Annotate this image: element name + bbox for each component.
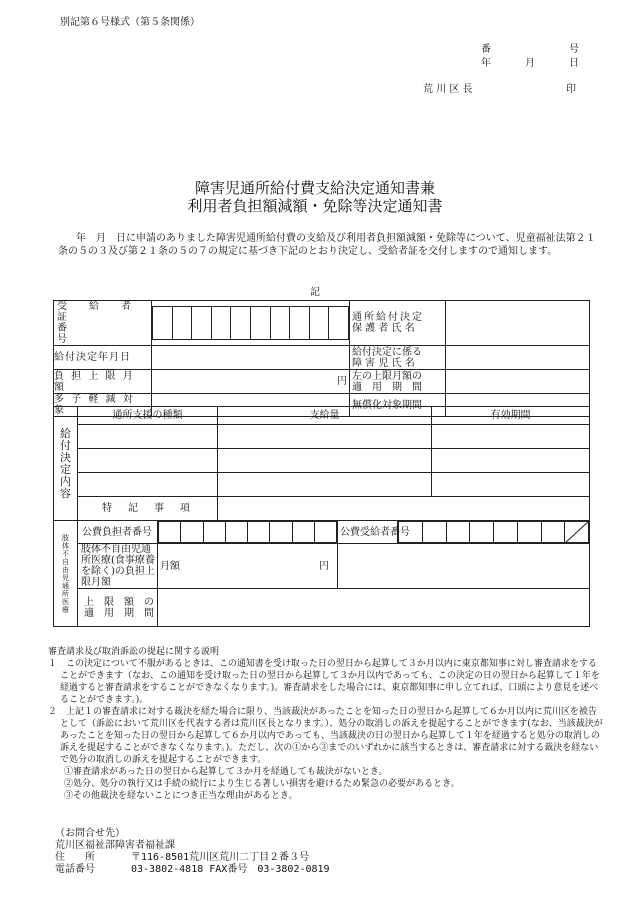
notes-item-2: ２ 上記１の審査請求に対する裁決を経た場合に限り、当該裁決があったことを知った日の翌日から起算して６か月以内に荒川区を被告として（訴訟において荒川区を代表する者は荒川区長となります。）、処分の取消しの訴えを提起することができます(なお、当該裁決があったことを知った日の翌日から起算して６か月以内であっても、当該裁決の日の翌日から起算して１年を経過すると処分の取消しの訴えを提起することができなくなります。)。ただし、次の①から③までのいずれかに該当するときは、審査請求に対する裁決を経ないで処分の取消しの訴えを提起することができます。 — [48, 707, 603, 765]
guardian-name-label: 通所給付決定 保 護 者 氏 名 — [350, 301, 446, 346]
limit-monthly-label: 負 担 上 限 月 額 — [54, 370, 152, 394]
service-row-3 — [78, 473, 218, 497]
multi-child-label: 多 子 軽 減 対 象 — [54, 394, 152, 417]
free-period-label: 無償化対象期間 — [350, 394, 446, 417]
body-text: 年 月 日に申請のありました障害児通所給付費の支給及び利用者負担額減額・免除等について、児童福祉法第２１条の５の３及び第２１条の５の７の規定に基づき下記のとおり決定し、受給者証を交付しますので通知します。 — [58, 233, 596, 257]
decision-date-label: 給付決定年月日 — [54, 346, 152, 370]
public-payer-boxes — [158, 521, 338, 544]
medical-limit-value: 月額 円 — [158, 544, 338, 589]
limit-monthly-value: 円 — [152, 370, 350, 394]
slash-mark — [565, 521, 589, 543]
limit-period-label: 上 限 額 の 適 用 期 間 — [78, 589, 158, 627]
contact-block — [55, 828, 330, 876]
public-payer-label: 公費負担者番号 — [78, 521, 158, 544]
month-label: 月 — [525, 58, 535, 69]
issuer: 荒 川 区 長 — [423, 84, 473, 95]
col-amount: 支給量 — [218, 407, 432, 425]
public-recipient-boxes — [398, 521, 590, 544]
seal-mark: 印 — [566, 84, 576, 95]
period-label: 左の上限月額の 適 用 期 間 — [350, 370, 446, 394]
benefit-content-table — [53, 406, 590, 521]
notes-sub-2: ②処分、処分の執行又は手続の続行により生じる著しい損害を避けるため緊急の必要があるとき。 — [64, 779, 460, 789]
day-label: 日 — [569, 58, 579, 69]
contact-dept: 荒川区福祉部障害者福祉課 — [55, 840, 175, 851]
guardian-name-value — [446, 301, 590, 346]
benefit-side-label: 給付決定内容 — [54, 407, 78, 521]
notes-heading: 審査請求及び取消訴訟の提起に関する説明 — [48, 647, 220, 657]
ki-label: 記 — [310, 287, 320, 298]
decision-date-value — [152, 346, 350, 370]
service-row-1 — [78, 425, 218, 449]
document-title-line2: 利用者負担額減額・免除等決定通知書 — [187, 197, 443, 215]
medical-table — [53, 520, 590, 627]
contact-heading: （お問合せ先） — [55, 828, 125, 839]
service-row-2 — [78, 449, 218, 473]
decision-table — [53, 300, 590, 417]
medical-side-label: 肢体不自由児通所医療 — [54, 521, 78, 627]
number-suffix: 号 — [569, 44, 579, 55]
recipient-number-label: 受 給 者 証 番 号 — [54, 301, 152, 346]
notes-item-1: １ この決定について不服があるときは、この通知書を受け取った日の翌日から起算して３か月以内に東京都知事に対し審査請求をすることができます（なお、この通知を受け取った日の翌日から起算して３か月以内であっても、この決定の日の翌日から起算して１年を経過すると審査請求をすることができなくなります。)。審査請求をした場合には、東京都知事に申し立てれば、口頭により意見を述べることができます。)。 — [48, 659, 600, 705]
child-name-label: 給付決定に係る 障 害 児 氏 名 — [350, 346, 446, 370]
special-notes-label: 特 記 事 項 — [78, 497, 218, 521]
recipient-number-boxes — [152, 301, 350, 346]
medical-limit-label: 肢体不自由児通所医療(食事療養を除く)の負担上限月額 — [78, 544, 158, 589]
notes-sub-3: ③その他裁決を経ないことにつき正当な理由があるとき。 — [64, 791, 298, 801]
contact-phone: 電話番号 03-3802-4818 FAX番号 03-3802-0819 — [55, 864, 330, 875]
col-valid-period: 有効期間 — [432, 407, 590, 425]
number-label: 番 — [481, 44, 491, 55]
period-value — [446, 370, 590, 394]
document-title-line1: 障害児通所給付費支給決定通知書兼 — [194, 179, 435, 197]
limit-period-value — [158, 589, 590, 627]
contact-address: 住 所 〒116-8501荒川区荒川二丁目２番３号 — [55, 852, 310, 863]
form-label: 別記第６号様式（第５条関係） — [60, 17, 200, 28]
notes-sub-1: ①審査請求があった日の翌日から起算して３か月を経過しても裁決がないとき。 — [64, 767, 388, 777]
special-notes-value — [218, 497, 590, 521]
medical-limit-blank — [338, 544, 590, 589]
public-recipient-label: 公費受給者番号 — [338, 521, 398, 544]
col-service-type: 通所支援の種類 — [78, 407, 218, 425]
child-name-value — [446, 346, 590, 370]
year-label: 年 — [481, 58, 491, 69]
appeal-notes — [48, 646, 603, 802]
